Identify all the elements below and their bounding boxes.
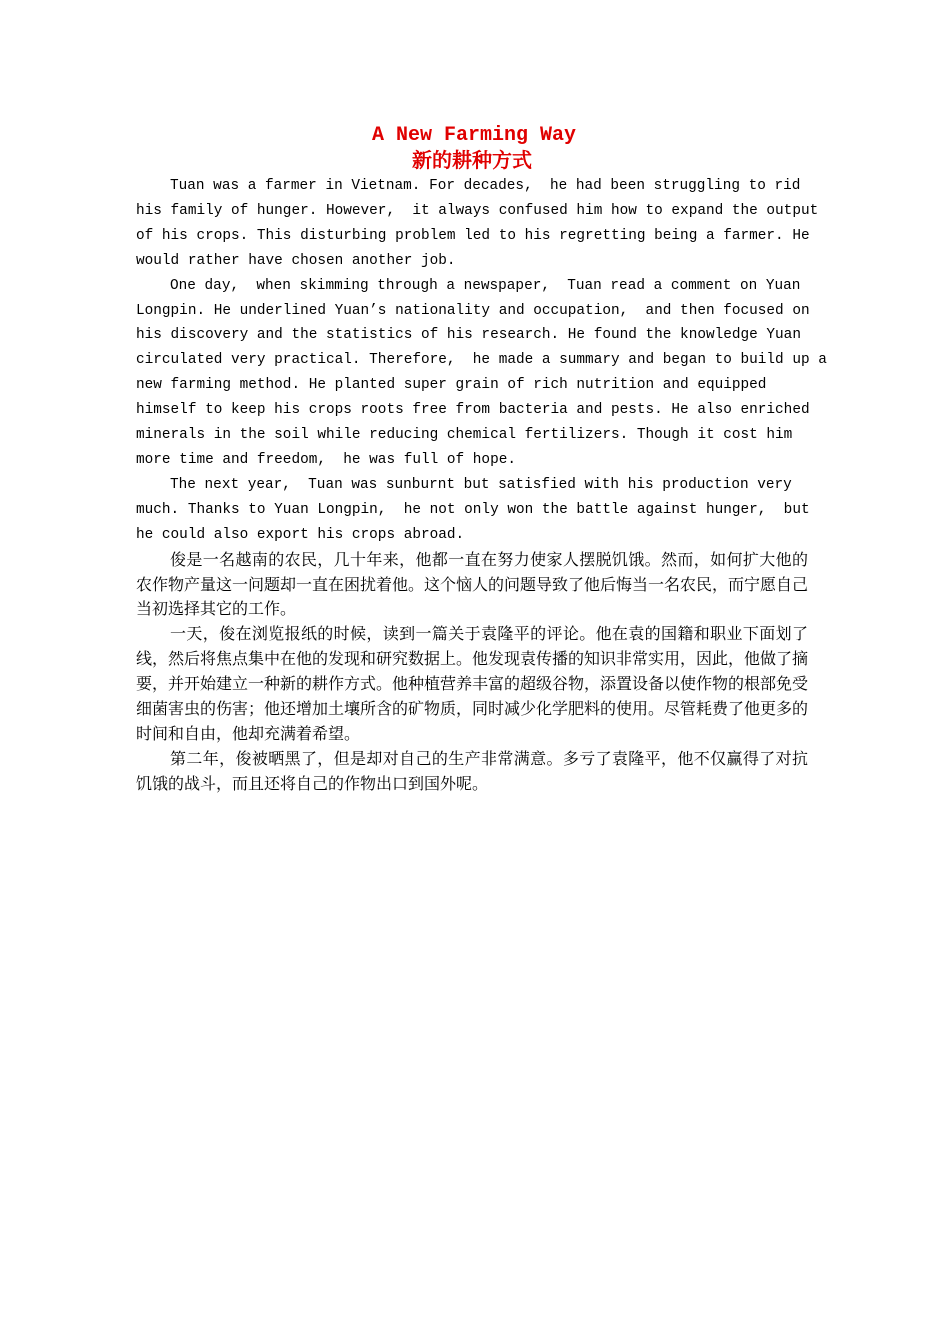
chinese-paragraph: 俊是一名越南的农民，几十年来，他都一直在努力使家人摆脱饥饿。然而，如何扩大他的农作物产量这一问题却一直在困扰着他。这个恼人的问题导致了他后悔当一名农民，而宁愿自己当初选择其它的工作。 — [136, 549, 809, 619]
english-text-section — [136, 174, 827, 548]
english-line: his discovery and the statistics of his research. He found the knowledge Yuan — [136, 327, 801, 344]
title-chinese: 新的耕种方式 — [412, 148, 532, 172]
english-line: his family of hunger. However, it always confused him how to expand the output — [136, 202, 819, 219]
english-line: minerals in the soil while reducing chemical fertilizers. Though it cost him — [136, 427, 793, 444]
english-line: One day, when skimming through a newspaper, Tuan read a comment on Yuan — [170, 277, 801, 294]
english-line: more time and freedom, he was full of hope. — [136, 451, 516, 468]
english-line: of his crops. This disturbing problem led to his regretting being a farmer. He — [136, 227, 810, 244]
english-line: The next year, Tuan was sunburnt but satisfied with his production very — [170, 476, 792, 493]
english-line: would rather have chosen another job. — [136, 252, 456, 269]
chinese-paragraph: 一天，俊在浏览报纸的时候，读到一篇关于袁隆平的评论。他在袁的国籍和职业下面划了线，然后将焦点集中在他的发现和研究数据上。他发现袁传播的知识非常实用，因此，他做了摘要，并开始建立一种新的耕作方式。他种植营养丰富的超级谷物，添置设备以使作物的根部免受细菌害虫的伤害；他还增加土壤所含的矿物质，同时减少化学肥料的使用。尽管耗费了他更多的时间和自由，他却充满着希望。 — [136, 624, 809, 743]
chinese-text-section — [136, 548, 808, 797]
english-paragraph — [136, 274, 827, 473]
chinese-paragraph: 第二年，俊被晒黑了，但是却对自己的生产非常满意。多亏了袁隆平，他不仅赢得了对抗饥饿的战斗，而且还将自己的作物出口到国外呢。 — [136, 748, 808, 793]
english-paragraph — [136, 473, 808, 548]
english-line: new farming method. He planted super grain of rich nutrition and equipped — [136, 377, 767, 394]
english-paragraph — [136, 174, 819, 274]
english-line: himself to keep his crops roots free from bacteria and pests. He also enriched — [136, 402, 810, 419]
english-line: Tuan was a farmer in Vietnam. For decades, he had been struggling to rid — [170, 178, 801, 194]
document-page — [136, 124, 827, 797]
english-line: circulated very practical. Therefore, he made a summary and began to build up a — [136, 352, 827, 369]
english-line: he could also export his crops abroad. — [136, 526, 465, 543]
english-line: Longpin. He underlined Yuan’s nationality and occupation, and then focused on — [136, 302, 810, 319]
title-english: A New Farming Way — [371, 124, 577, 147]
english-line: much. Thanks to Yuan Longpin, he not only won the battle against hunger, but — [136, 501, 810, 518]
